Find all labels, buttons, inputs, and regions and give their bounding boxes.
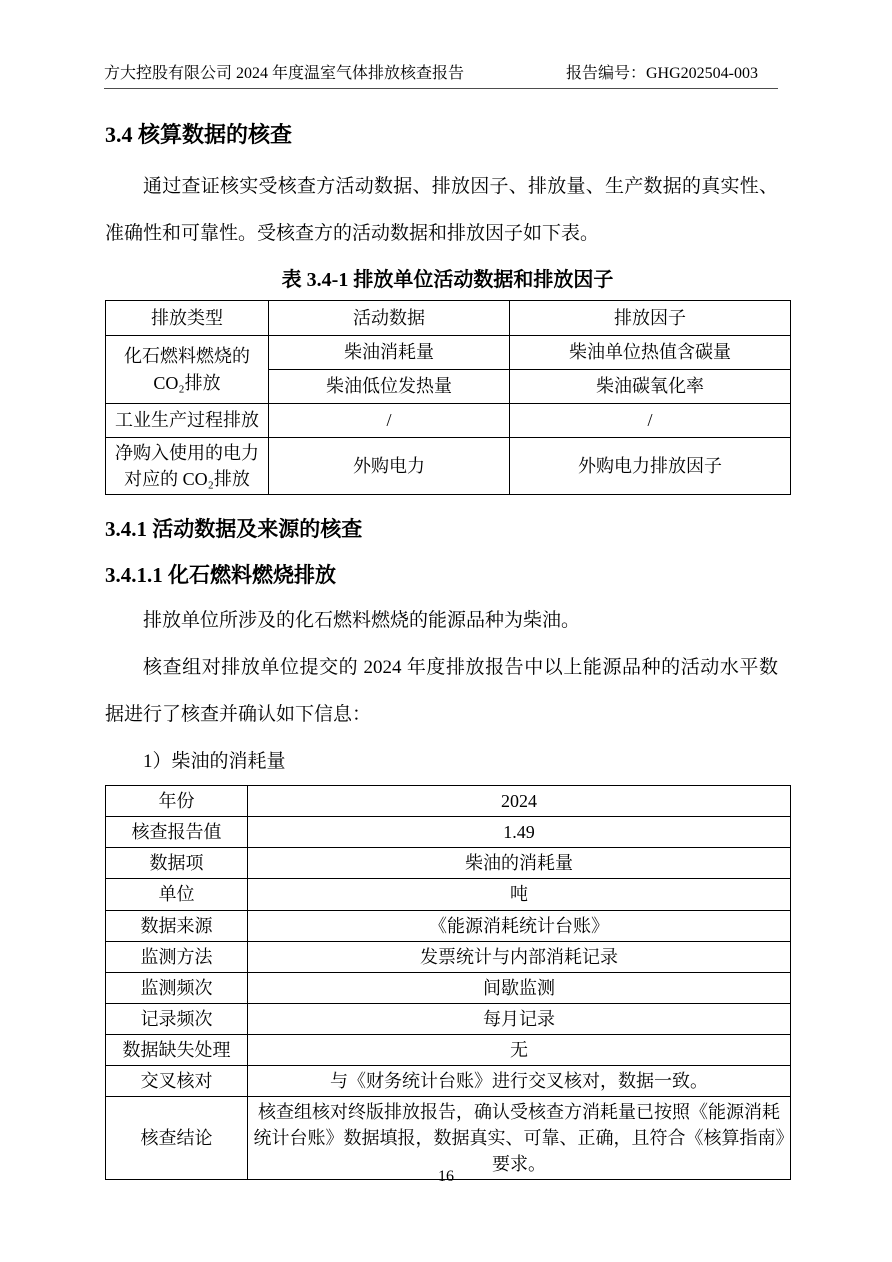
paragraph-energy-type: 排放单位所涉及的化石燃料燃烧的能源品种为柴油。: [143, 610, 581, 632]
table-header-row: [106, 301, 791, 336]
table-row: [106, 848, 791, 879]
table-row: [106, 972, 791, 1003]
table-row: [106, 941, 791, 972]
table-row: [106, 879, 791, 910]
table-row: [106, 438, 791, 495]
cell-diesel-consumption: 柴油消耗量: [269, 336, 510, 370]
activity-data-emission-factor-table: [105, 300, 791, 495]
cell-industrial-emission-factor: /: [510, 404, 791, 438]
table-row: [106, 404, 791, 438]
row-label: 年份: [106, 786, 248, 817]
cell-diesel-carbon-content: 柴油单位热值含碳量: [510, 336, 791, 370]
running-header: [104, 60, 778, 89]
table-row: [106, 910, 791, 941]
row-label: 数据来源: [106, 910, 248, 941]
row-value: 发票统计与内部消耗记录: [248, 941, 791, 972]
row-label: 核查结论: [106, 1097, 248, 1180]
row-value: 每月记录: [248, 1003, 791, 1034]
col-header-emission-type: 排放类型: [106, 301, 269, 336]
row-label: 交叉核对: [106, 1066, 248, 1097]
row-label: 单位: [106, 879, 248, 910]
diesel-table-body: [106, 786, 791, 1180]
cell-industrial-activity-data: /: [269, 404, 510, 438]
row-label: 监测方法: [106, 941, 248, 972]
cell-fossil-fuel-type: 化石燃料燃烧的 CO₂排放: [106, 336, 269, 404]
row-value: 《能源消耗统计台账》: [248, 910, 791, 941]
row-label: 记录频次: [106, 1003, 248, 1034]
table-row: [106, 786, 791, 817]
row-value: 无: [248, 1034, 791, 1065]
row-value: 2024: [248, 786, 791, 817]
page-number: 16: [438, 1168, 454, 1185]
col-header-emission-factor: 排放因子: [510, 301, 791, 336]
section-heading-3-4: 3.4 核算数据的核查: [105, 122, 293, 147]
col-header-activity-data: 活动数据: [269, 301, 510, 336]
header-report-title: 方大控股有限公司 2024 年度温室气体排放核查报告: [104, 65, 465, 82]
table-row: [106, 817, 791, 848]
table-row: [106, 1003, 791, 1034]
row-value: 核查组核对终版排放报告，确认受核查方消耗量已按照《能源消耗统计台账》数据填报，数据真实、可靠、正确，且符合《核算指南》要求。: [248, 1097, 791, 1180]
page-body: [105, 112, 790, 1180]
table-row: [106, 336, 791, 370]
header-report-number: 报告编号：GHG202504-003: [566, 65, 758, 82]
row-label: 核查报告值: [106, 817, 248, 848]
cell-electricity-type: 净购入使用的电力对应的 CO₂排放: [106, 438, 269, 495]
row-value: 1.49: [248, 817, 791, 848]
row-value: 吨: [248, 879, 791, 910]
table-3-4-1-caption: 表 3.4-1 排放单位活动数据和排放因子: [281, 269, 614, 291]
section-heading-3-4-1: 3.4.1 活动数据及来源的核查: [105, 517, 363, 542]
cell-electricity-emission-factor: 外购电力排放因子: [510, 438, 791, 495]
row-label: 数据项: [106, 848, 248, 879]
row-value: 间歇监测: [248, 972, 791, 1003]
table-row: [106, 1066, 791, 1097]
row-value: 与《财务统计台账》进行交叉核对，数据一致。: [248, 1066, 791, 1097]
section-heading-3-4-1-1: 3.4.1.1 化石燃料燃烧排放: [105, 563, 336, 588]
row-label: 数据缺失处理: [106, 1034, 248, 1065]
cell-diesel-heating-value: 柴油低位发热量: [269, 370, 510, 404]
paragraph-verification: 核查组对排放单位提交的 2024 年度排放报告中以上能源品种的活动水平数据进行了核查并确认如下信息：: [105, 657, 778, 726]
cell-purchased-electricity: 外购电力: [269, 438, 510, 495]
cell-industrial-process-type: 工业生产过程排放: [106, 404, 269, 438]
row-value: 柴油的消耗量: [248, 848, 791, 879]
diesel-consumption-table: [105, 785, 791, 1180]
cell-diesel-oxidation-rate: 柴油碳氧化率: [510, 370, 791, 404]
row-label: 监测频次: [106, 972, 248, 1003]
table-row: [106, 1034, 791, 1065]
paragraph-intro: 通过查证核实受核查方活动数据、排放因子、排放量、生产数据的真实性、准确性和可靠性。受核查方的活动数据和排放因子如下表。: [105, 176, 778, 244]
list-item-diesel-consumption: 1）柴油的消耗量: [143, 751, 286, 773]
